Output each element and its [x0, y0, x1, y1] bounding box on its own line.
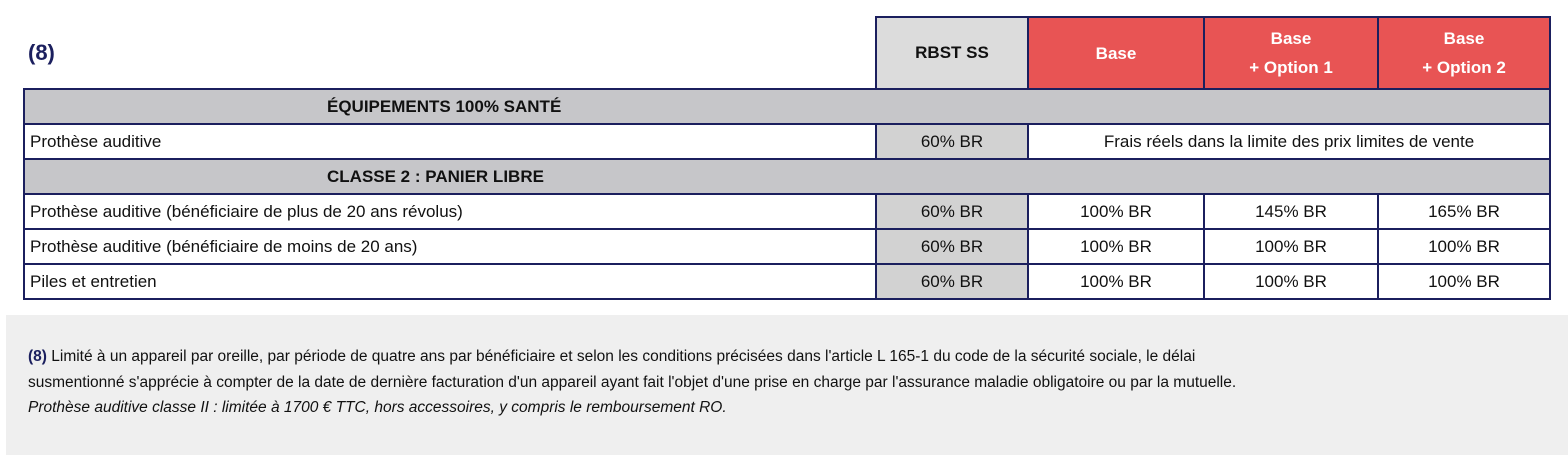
row-label: Prothèse auditive (bénéficiaire de plus de 20 ans révolus) — [23, 193, 875, 228]
option-2-value: 165% BR — [1377, 193, 1549, 228]
option-1-value: 100% BR — [1203, 263, 1377, 298]
base-value: 100% BR — [1027, 193, 1203, 228]
merged-coverage-value: Frais réels dans la limite des prix limites de vente — [1027, 123, 1549, 158]
option-2-value: 100% BR — [1377, 263, 1549, 298]
option-1-value: 145% BR — [1203, 193, 1377, 228]
footnote-box — [6, 315, 1568, 455]
column-header-option-2-line1: Base — [1443, 29, 1485, 48]
column-header-base-label: Base — [1095, 43, 1137, 63]
footnote-line-3: Prothèse auditive classe II : limitée à 1700 € TTC, hors accessoires, y compris le remboursement RO. — [28, 399, 727, 416]
base-value: 100% BR — [1027, 263, 1203, 298]
rbst-ss-value: 60% BR — [875, 263, 1027, 298]
row-label: Piles et entretien — [23, 263, 875, 298]
row-label: Prothèse auditive — [23, 123, 875, 158]
header-blank — [23, 16, 875, 88]
column-header-option-1-line2: + Option 1 — [1249, 58, 1333, 77]
reimbursement-table — [23, 16, 1551, 300]
column-header-option-1 — [1203, 16, 1377, 88]
section-header-classe-2: CLASSE 2 : PANIER LIBRE — [23, 158, 1549, 193]
column-header-base — [1027, 16, 1203, 88]
base-value: 100% BR — [1027, 228, 1203, 263]
footnote-ref: (8) — [28, 348, 47, 365]
section-header-100-sante: ÉQUIPEMENTS 100% SANTÉ — [23, 88, 1549, 123]
reference-number: (8) — [28, 40, 55, 65]
footnote-line-1-text: Limité à un appareil par oreille, par période de quatre ans par bénéficiaire et selon les conditions précisées dans l'article L 165-1 du code de la sécurité sociale, le délai — [46, 348, 1196, 365]
column-header-rbst-ss: RBST SS — [875, 16, 1027, 88]
rbst-ss-value: 60% BR — [875, 228, 1027, 263]
row-label: Prothèse auditive (bénéficiaire de moins de 20 ans) — [23, 228, 875, 263]
option-2-value: 100% BR — [1377, 228, 1549, 263]
column-header-option-2-line2: + Option 2 — [1422, 58, 1506, 77]
rbst-ss-value: 60% BR — [875, 193, 1027, 228]
footnote-line-1 — [28, 344, 1568, 370]
rbst-ss-value: 60% BR — [875, 123, 1027, 158]
column-header-option-1-line1: Base — [1270, 29, 1312, 48]
option-1-value: 100% BR — [1203, 228, 1377, 263]
footnote-line-2: susmentionné s'apprécie à compter de la date de dernière facturation d'un appareil ayant fait l'objet d'une prise en charge par l'assurance maladie obligatoire ou par la mutuelle. — [28, 373, 1237, 391]
column-header-option-2 — [1377, 16, 1549, 88]
